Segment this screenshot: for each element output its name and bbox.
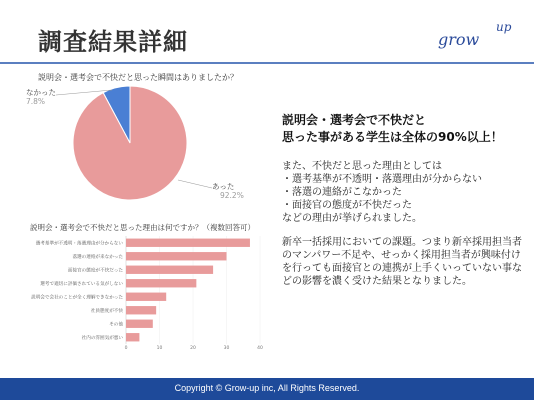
bar-chart-title: 説明会・選考会で不快だと思った理由は何ですか？（複数回答可）	[30, 223, 255, 232]
bar-5	[126, 306, 156, 314]
logo-word: grow	[438, 30, 480, 49]
bar-7	[126, 333, 139, 341]
page-title: 調査結果詳細	[38, 28, 188, 56]
footer-bar	[0, 378, 534, 400]
bar-category-label: 面接官の態度が不快だった	[67, 268, 123, 274]
grow-up-logo	[430, 16, 525, 56]
bar-4	[126, 293, 166, 301]
bar-1	[126, 252, 227, 260]
bar-category-label: 選考基準が不透明・落選理由が分からない	[35, 241, 123, 247]
pie-label-nakatta: なかった 7.8%	[26, 88, 56, 106]
bar-x-tick-label: 10	[156, 346, 163, 350]
pie-slice-1	[73, 86, 187, 200]
bar-category-label: 社員態度が不快	[90, 309, 123, 315]
bar-category-label: 落選の連絡が来なかった	[72, 255, 123, 261]
reasons-paragraph: また、不快だと思った理由としては ・選考基準が不透明・落選理由が分からない ・落選の連絡がこなかった ・面接官の態度が不快だった などの理由が挙げられました。	[282, 161, 482, 224]
bar-6	[126, 320, 153, 328]
title-divider	[0, 62, 534, 64]
logo-superscript: up	[496, 20, 512, 34]
pie-label-atta: あった 92.2%	[212, 182, 244, 200]
bar-0	[126, 239, 250, 247]
bar-chart	[26, 232, 271, 350]
bar-category-label: 説明会で会社のことが全く理解できなかった	[31, 295, 123, 301]
headline: 説明会・選考会で不快だと 思った事がある学生は全体の90%以上！	[282, 113, 503, 144]
bar-category-label: 社内の雰囲気が悪い	[81, 336, 123, 342]
bar-category-label: その他	[109, 322, 123, 328]
conclusion-paragraph: 新卒一括採用においての課題。つまり新卒採用担当者のマンパワー不足や、せっかく採用担当者が興味付けを行っても面接官との連携が上手くいっていない事などの影響を濃く受けた結果となりました。	[282, 237, 522, 287]
bar-category-label: 選考で適切に評価されている気がしない	[40, 282, 123, 288]
bar-x-tick-label: 30	[223, 346, 230, 350]
copyright-text: Copyright © Grow-up inc, All Rights Reserved.	[174, 383, 360, 393]
bar-x-tick-label: 40	[257, 346, 263, 350]
bar-x-tick-label: 20	[190, 346, 196, 350]
bar-2	[126, 266, 213, 274]
pie-leader-line	[178, 180, 212, 188]
bar-3	[126, 279, 196, 287]
pie-chart-title: 説明会・選考会で不快だと思った瞬間はありましたか？	[38, 73, 238, 82]
bar-x-tick-label: 0	[124, 346, 128, 350]
